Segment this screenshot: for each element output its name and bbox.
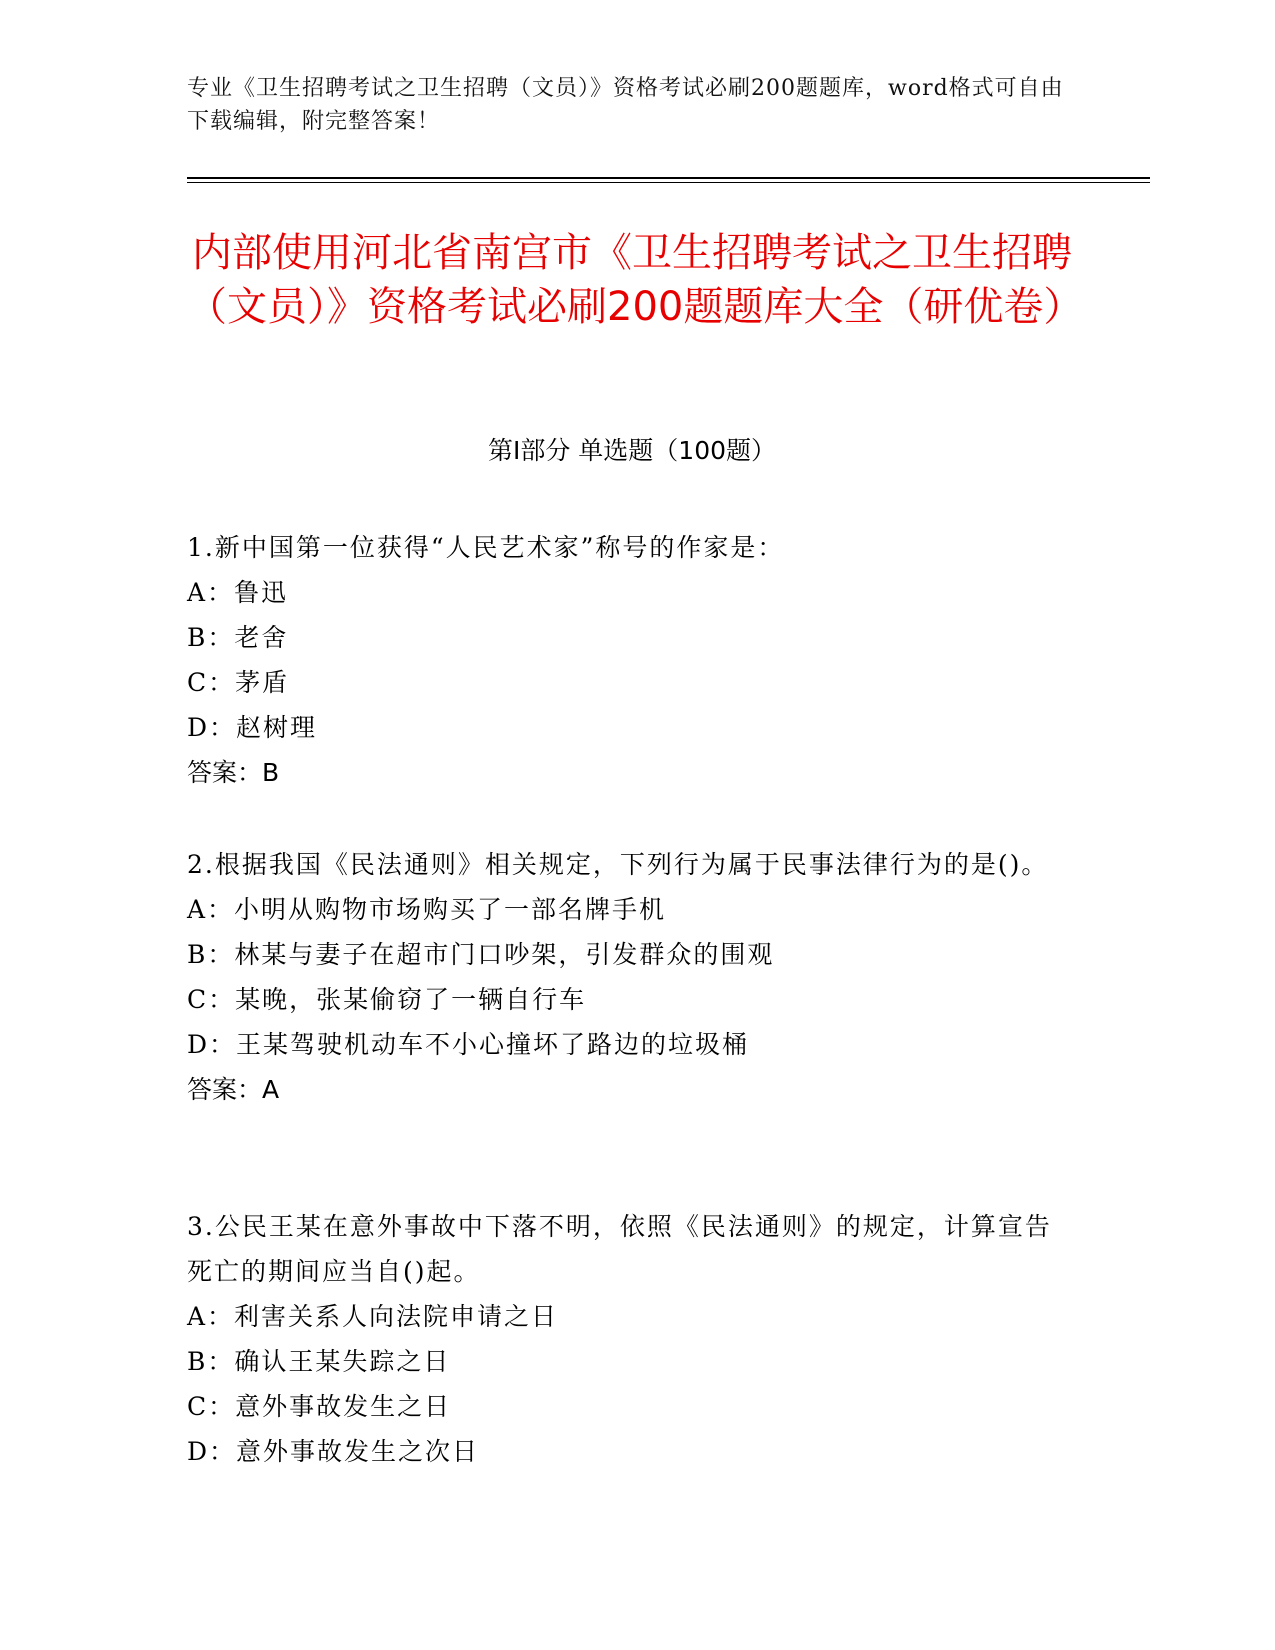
document-title: 内部使用河北省南宫市《卫生招聘考试之卫生招聘（文员）》资格考试必刷200题题库大全（研优卷）: [187, 230, 1084, 330]
option-d: D：王某驾驶机动车不小心撞坏了路边的垃圾桶: [187, 1030, 750, 1059]
question-stem: 1.新中国第一位获得“人民艺术家”称号的作家是：: [187, 533, 785, 562]
question-1: [187, 525, 1067, 795]
option-b: B：确认王某失踪之日: [187, 1347, 451, 1376]
question-2: [187, 842, 1067, 1112]
option-d: D：意外事故发生之次日: [187, 1437, 480, 1466]
option-c: C：意外事故发生之日: [187, 1392, 452, 1421]
question-3: [187, 1204, 1067, 1474]
option-d: D：赵树理: [187, 713, 318, 742]
option-c: C：茅盾: [187, 668, 290, 697]
option-a: A：小明从购物市场购买了一部名牌手机: [187, 895, 667, 924]
header-divider-thick: [187, 177, 1150, 179]
option-a: A：鲁迅: [187, 578, 289, 607]
option-b: B：林某与妻子在超市门口吵架，引发群众的围观: [187, 940, 775, 969]
section-heading: 第Ⅰ部分 单选题（100题）: [487, 436, 777, 465]
answer: 答案：B: [187, 758, 280, 787]
header-divider-thin: [187, 182, 1150, 183]
option-b: B：老舍: [187, 623, 289, 652]
option-c: C：某晚，张某偷窃了一辆自行车: [187, 985, 587, 1014]
question-stem: 3.公民王某在意外事故中下落不明，依照《民法通则》的规定，计算宣告死亡的期间应当自()起。: [187, 1212, 1052, 1286]
question-stem: 2.根据我国《民法通则》相关规定，下列行为属于民事法律行为的是()。: [187, 850, 1049, 879]
option-a: A：利害关系人向法院申请之日: [187, 1302, 559, 1331]
header-note: 专业《卫生招聘考试之卫生招聘（文员）》资格考试必刷200题题库，word格式可自由下载编辑，附完整答案！: [187, 76, 1064, 134]
answer: 答案：A: [187, 1075, 280, 1104]
